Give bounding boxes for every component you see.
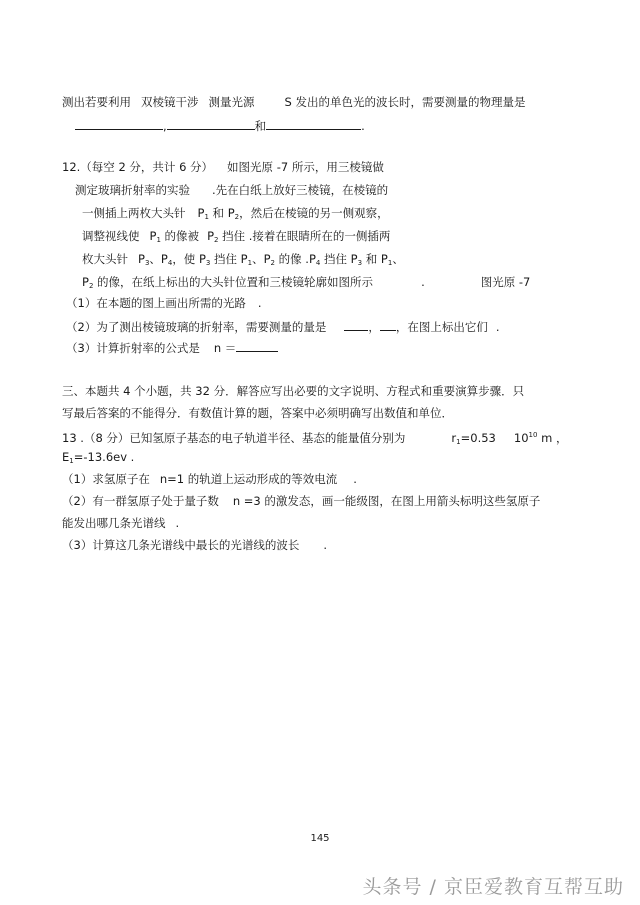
- q12-line5: 枚大头针 $P_3$、$P_4$，使 $P_3$ 挡住 $P_1$、$P_2$ 的像 $.P_4$ 挡住 $P_3$ 和 $P_1$、: [82, 252, 404, 267]
- answer-blank: [344, 318, 368, 331]
- answer-blank: [236, 339, 278, 352]
- watermark: 头条号 / 京臣爱教育互帮互助: [362, 876, 624, 898]
- q13-sub2-cont: 能发出哪几条光谱线 .: [62, 516, 180, 530]
- section3-intro-line1: 三、本题共 4 个小题，共 32 分．解答应写出必要的文字说明、方程式和重要演算步骤．只: [62, 384, 525, 398]
- answer-blank: [167, 117, 255, 130]
- answer-blank: [266, 117, 361, 130]
- q11-line1: 测出若要利用 双棱镜干涉 测量光源 S 发出的单色光的波长时，需要测量的物理量是: [62, 95, 526, 109]
- q13-line2: $E_1=-13.6ev$ .: [62, 450, 135, 465]
- q12-sub2: （2）为了测出棱镜玻璃的折射率，需要测量的量是 ， ，在图上标出它们 .: [66, 320, 500, 334]
- q13-line1: 13 .（8 分）已知氢原子基态的电子轨道半径、基态的能量值分别为 $r_1=0.53$ $10^{10}$ m ，: [62, 431, 568, 446]
- section3-intro-line2: 写最后答案的不能得分．有数值计算的题，答案中必须明确写出数值和单位．: [62, 406, 453, 420]
- q12-line1: 12.（每空 2 分，共计 6 分） 如图光原 -7 所示，用三棱镜做: [62, 160, 384, 174]
- q12-line4: 调整视线使 $P_1$ 的像被 $P_2$ 挡住 .接着在眼睛所在的一侧插两: [82, 229, 391, 244]
- q12-line6: $P_2$ 的像，在纸上标出的大头针位置和三棱镜轮廓如图所示 . 图光原 -7: [82, 275, 531, 290]
- q13-sub1: （1）求氢原子在 n=1 的轨道上运动形成的等效电流 .: [62, 472, 357, 486]
- page-number: 145: [310, 833, 330, 844]
- q12-line2: 测定玻璃折射率的实验 .先在白纸上放好三棱镜，在棱镜的: [75, 183, 389, 197]
- q13-sub3: （3）计算这几条光谱线中最长的光谱线的波长 .: [62, 538, 327, 552]
- q11-line2: , 和 .: [75, 117, 365, 133]
- q12-sub3: （3）计算折射率的公式是 n ＝: [66, 339, 278, 355]
- answer-blank: [75, 117, 163, 130]
- q12-line3: 一侧插上两枚大头针 $P_1$ 和 $P_2$，然后在棱镜的另一侧观察，: [82, 206, 389, 221]
- answer-blank: [380, 318, 396, 331]
- q12-sub1: （1）在本题的图上画出所需的光路 .: [66, 296, 262, 310]
- q13-sub2: （2）有一群氢原子处于量子数 n =3 的激发态，画一能级图，在图上用箭头标明这些氢原子: [62, 494, 541, 508]
- figure-caption: 图光原 -7: [480, 275, 531, 289]
